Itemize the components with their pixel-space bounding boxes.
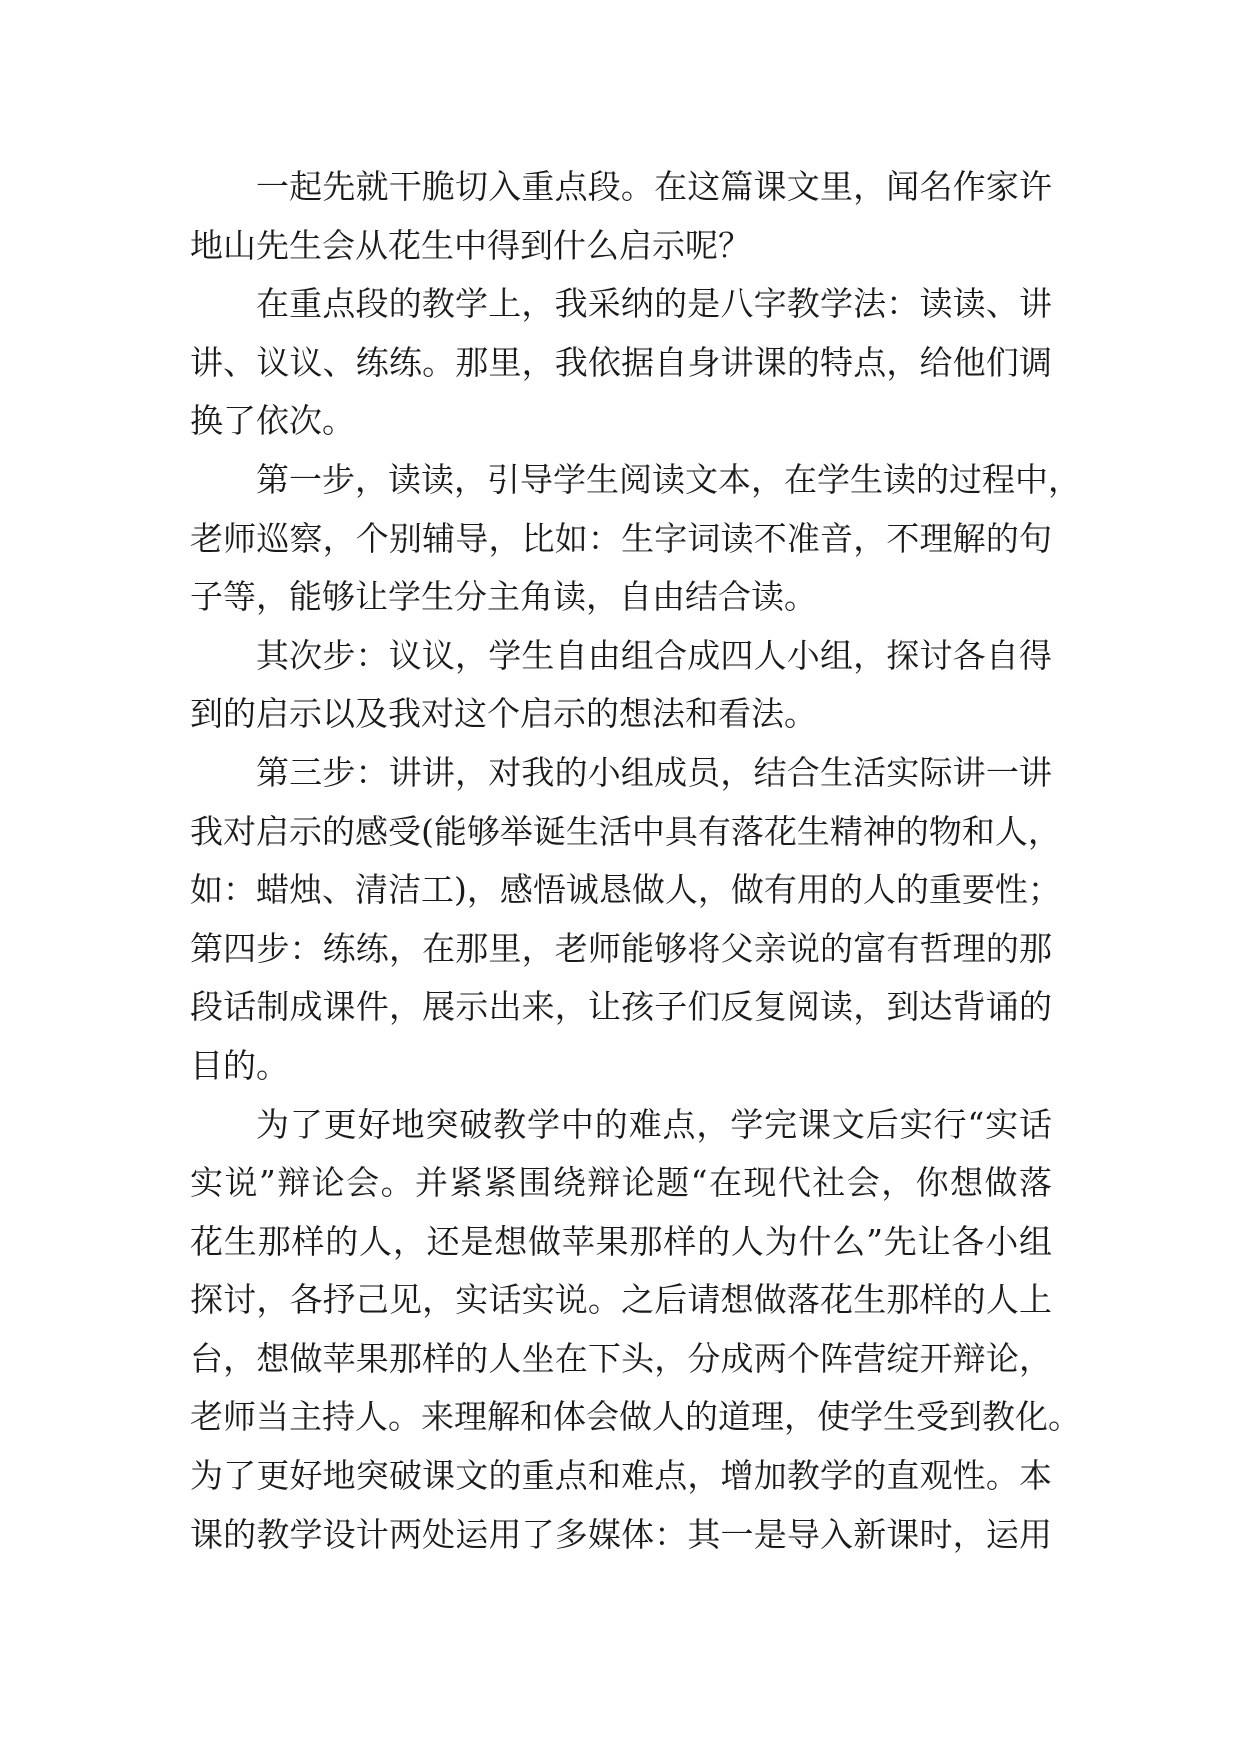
text-line: 段话制成课件，展示出来，让孩子们反复阅读，到达背诵的 — [190, 987, 1052, 1027]
text-line: 课的教学设计两处运用了多媒体：其一是导入新课时，运用 — [190, 1514, 1052, 1554]
text-line: 探讨，各抒己见，实话实说。之后请想做落花生那样的人上 — [190, 1280, 1052, 1320]
text-line: 换了依次。 — [190, 401, 355, 441]
text-line: 一起先就干脆切入重点段。在这篇课文里，闻名作家许 — [256, 167, 1052, 206]
text-line: 其次步：议议，学生自由组合成四人小组，探讨各自得 — [256, 635, 1052, 675]
text-line: 为了更好地突破课文的重点和难点，增加教学的直观性。本 — [190, 1456, 1052, 1496]
text-line: 到的启示以及我对这个启示的想法和看法。 — [190, 694, 817, 734]
text-line: 子等，能够让学生分主角读，自由结合读。 — [190, 577, 817, 617]
text-line: 花生那样的人，还是想做苹果那样的人为什么”先让各小组 — [190, 1221, 1052, 1261]
text-line: 讲、议议、练练。那里，我依据自身讲课的特点，给他们调 — [190, 342, 1052, 382]
text-line: 目的。 — [190, 1045, 289, 1085]
text-line: 实说”辩论会。并紧紧围绕辩论题“在现代社会，你想做落 — [190, 1163, 1052, 1203]
text-line: 为了更好地突破教学中的难点，学完课文后实行“实话 — [256, 1104, 1052, 1144]
text-line: 我对启示的感受(能够举诞生活中具有落花生精神的物和人， — [190, 811, 1061, 851]
text-line: 地山先生会从花生中得到什么启示呢？ — [190, 225, 751, 265]
text-line: 在重点段的教学上，我采纳的是八字教学法：读读、讲 — [256, 284, 1052, 324]
text-line: 如：蜡烛、清洁工)，感悟诚恳做人，做有用的人的重要性； — [190, 870, 1061, 910]
document-body — [190, 158, 1081, 1564]
text-line: 老师当主持人。来理解和体会做人的道理，使学生受到教化。 — [190, 1397, 1081, 1437]
text-line: 台，想做苹果那样的人坐在下头，分成两个阵营绽开辩论， — [190, 1338, 1052, 1378]
text-line: 第三步：讲讲，对我的小组成员，结合生活实际讲一讲 — [256, 752, 1052, 792]
text-line: 第四步：练练，在那里，老师能够将父亲说的富有哲理的那 — [190, 928, 1052, 968]
text-line: 第一步，读读，引导学生阅读文本，在学生读的过程中， — [256, 459, 1081, 499]
text-line: 老师巡察，个别辅导，比如：生字词读不准音，不理解的句 — [190, 518, 1052, 558]
